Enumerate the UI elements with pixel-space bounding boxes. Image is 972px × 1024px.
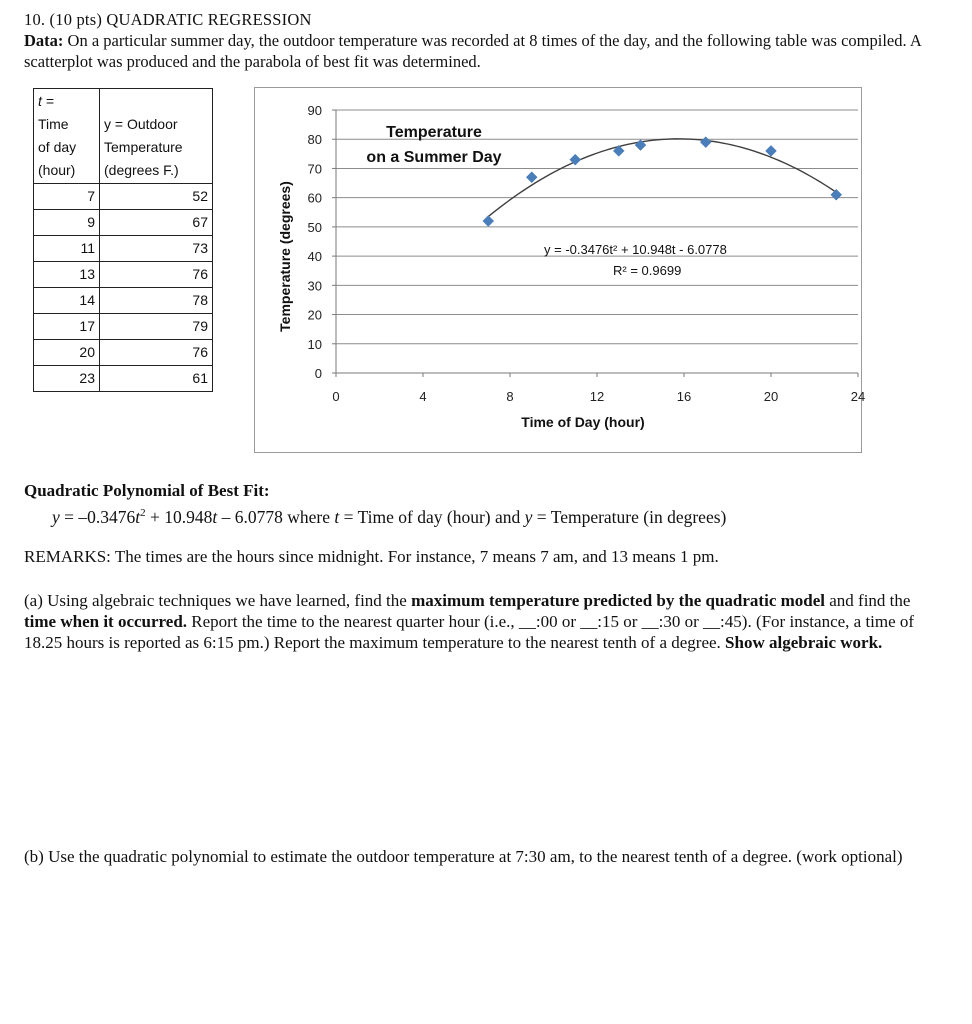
header-line: (hour)	[38, 162, 76, 178]
eq-part: – 6.0778 where	[217, 506, 335, 527]
eq-t: t	[212, 506, 218, 527]
part-b-question: (b) Use the quadratic polynomial to estimate the outdoor temperature at 7:30 am, to the nearest tenth of a degree. (work optional)	[24, 847, 903, 866]
y-tick-label: 60	[307, 190, 322, 206]
table-row	[34, 366, 213, 392]
x-tick-label: 20	[763, 389, 779, 404]
table-row	[34, 340, 213, 366]
equation-label: y = -0.3476t² + 10.948t - 6.0778	[544, 242, 727, 257]
table-header-row	[34, 89, 213, 184]
part-a-text: and find the	[825, 591, 911, 610]
part-a-text: (a) Using algebraic techniques we have learned, find the	[24, 591, 412, 610]
table-body	[34, 184, 213, 392]
remarks: REMARKS: The times are the hours since midnight. For instance, 7 means 7 am, and 13 means 1 pm.	[24, 547, 719, 566]
cell-time: 20	[34, 340, 100, 366]
x-tick-label: 16	[676, 389, 692, 404]
cell-temperature: 76	[100, 340, 213, 366]
chart-svg	[254, 87, 866, 453]
eq-part: = Temperature (in degrees)	[532, 506, 727, 527]
header-line: (degrees F.)	[104, 162, 179, 178]
x-axis-label: Time of Day (hour)	[521, 414, 645, 430]
cell-temperature: 67	[100, 210, 213, 236]
fit-equation	[52, 502, 726, 528]
x-tick-label: 24	[850, 389, 866, 404]
part-a-bold: maximum temperature predicted by the quadratic model	[411, 591, 825, 610]
cell-temperature: 73	[100, 236, 213, 262]
x-tick-label: 8	[506, 389, 514, 404]
eq-exponent: 2	[140, 507, 146, 519]
cell-time: 17	[34, 314, 100, 340]
y-tick-label: 0	[314, 366, 322, 381]
fit-title: Quadratic Polynomial of Best Fit:	[24, 481, 270, 500]
problem-header	[24, 9, 944, 72]
data-table	[33, 88, 213, 392]
y-axis-label: Temperature (degrees)	[277, 181, 293, 332]
eq-part: = –0.3476	[59, 506, 136, 527]
x-tick-label: 0	[332, 389, 340, 404]
problem-data-description	[24, 30, 944, 72]
table-row	[34, 288, 213, 314]
cell-time: 11	[34, 236, 100, 262]
cell-temperature: 52	[100, 184, 213, 210]
cell-temperature: 78	[100, 288, 213, 314]
y-tick-label: 40	[307, 249, 322, 265]
x-tick-label: 4	[419, 389, 427, 404]
chart-title: Temperature	[386, 124, 482, 141]
problem-title: 10. (10 pts) QUADRATIC REGRESSION	[24, 10, 312, 29]
data-label: Data:	[24, 31, 64, 50]
eq-t: t	[334, 506, 340, 527]
eq-part: = Time of day (hour) and	[339, 506, 525, 527]
x-tick-label: 12	[589, 389, 605, 404]
table-row	[34, 236, 213, 262]
table-row	[34, 314, 213, 340]
cell-temperature: 61	[100, 366, 213, 392]
eq-part: + 10.948	[145, 506, 213, 527]
cell-time: 23	[34, 366, 100, 392]
eq-y: y	[52, 506, 60, 527]
header-line: y = Outdoor	[104, 116, 178, 132]
cell-temperature: 79	[100, 314, 213, 340]
header-line: of day	[38, 139, 77, 155]
chart-subtitle: on a Summer Day	[366, 149, 502, 166]
cell-temperature: 76	[100, 262, 213, 288]
eq-y: y	[524, 506, 533, 527]
y-tick-label: 20	[307, 307, 322, 323]
part-a-bold: time when it occurred.	[24, 612, 188, 631]
cell-time: 13	[34, 262, 100, 288]
y-tick-label: 10	[307, 336, 322, 352]
header-line: Time	[38, 116, 69, 132]
cell-time: 14	[34, 288, 100, 314]
part-a-question	[24, 590, 946, 653]
y-tick-label: 50	[307, 219, 322, 235]
y-tick-label: 80	[307, 132, 322, 148]
table-row	[34, 210, 213, 236]
table-row	[34, 184, 213, 210]
r-squared-label: R² = 0.9699	[613, 263, 682, 278]
scatter-chart	[254, 87, 866, 453]
y-tick-label: 70	[307, 161, 322, 177]
table-row	[34, 262, 213, 288]
data-table-wrapper	[33, 88, 213, 392]
part-a-bold: Show algebraic work.	[725, 633, 883, 652]
part-a-text: Report the time to the nearest quarter hour (i.e., __:00 or __:15 or __:30 or __:45). (For instance, a time of 18.25 hours is reported as 6:15 pm.) Report the maximum temperature to the nearest tenth of a degree.	[24, 612, 915, 652]
eq-t: t	[135, 506, 141, 527]
header-line: t =	[38, 93, 54, 109]
table-header-temperature	[100, 89, 213, 184]
data-text: On a particular summer day, the outdoor temperature was recorded at 8 times of the day, and the following table was compiled. A scatterplot was produced and the parabola of best fit was determined.	[24, 31, 921, 71]
cell-time: 7	[34, 184, 100, 210]
y-tick-label: 30	[307, 278, 322, 294]
header-line: Temperature	[104, 139, 183, 155]
table-header-time	[34, 89, 100, 184]
y-tick-label: 90	[307, 103, 322, 118]
cell-time: 9	[34, 210, 100, 236]
